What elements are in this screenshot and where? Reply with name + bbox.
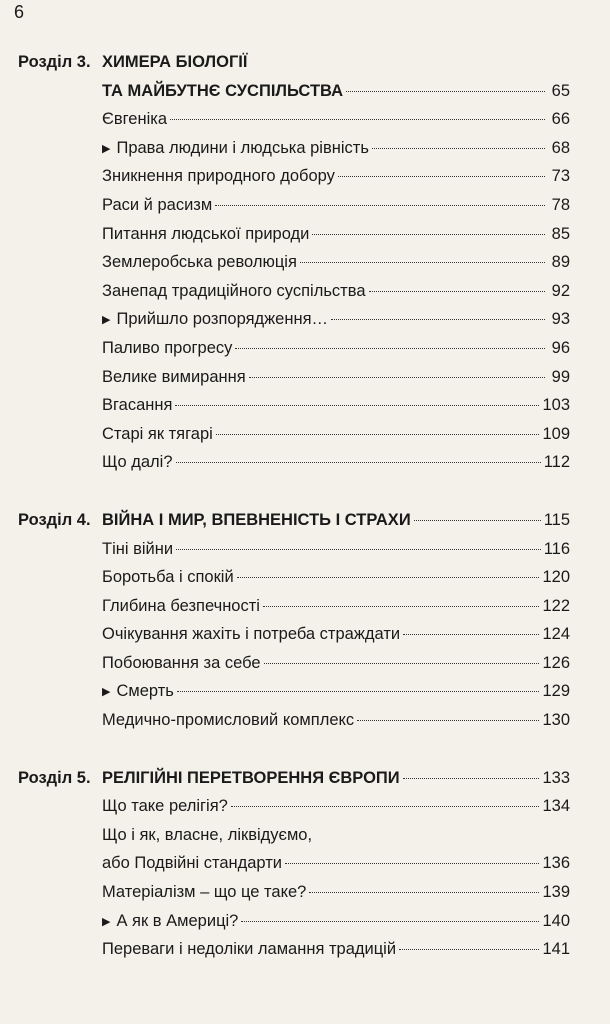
toc-entry[interactable] <box>18 105 570 134</box>
entry-page-number: 109 <box>542 424 570 443</box>
entry-page-number: 78 <box>551 195 570 214</box>
toc-entry[interactable] <box>18 706 570 735</box>
toc-entry[interactable] <box>18 220 570 249</box>
entry-page-number: 139 <box>542 883 570 902</box>
chapter-title: ВІЙНА І МИР, ВПЕВНЕНІСТЬ І СТРАХИ <box>102 510 411 529</box>
entry-title: Боротьба і спокій <box>102 568 234 587</box>
dot-leader <box>285 863 539 864</box>
dot-leader <box>176 462 541 463</box>
dot-leader <box>235 348 545 349</box>
chapter-number: Розділ 5. <box>18 768 91 787</box>
entry-title: Вгасання <box>102 396 173 415</box>
toc-entry[interactable] <box>18 334 570 363</box>
triangle-marker-icon: ▶ <box>102 314 111 327</box>
dot-leader <box>346 91 545 92</box>
toc-entry[interactable] <box>18 649 570 678</box>
toc-entry[interactable] <box>18 391 570 420</box>
entry-page-number: 122 <box>542 596 570 615</box>
toc-entry[interactable] <box>18 792 570 821</box>
dot-leader <box>331 319 545 320</box>
chapter-page-number: 115 <box>543 510 570 529</box>
entry-page-number: 112 <box>543 453 570 472</box>
toc-entry[interactable] <box>18 849 570 878</box>
entry-page-number: 116 <box>543 539 570 558</box>
chapter-heading-row <box>18 77 570 106</box>
chapter-heading-row <box>18 764 570 793</box>
dot-leader <box>176 549 541 550</box>
entry-page-number: 85 <box>551 224 570 243</box>
entry-page-number: 140 <box>542 911 570 930</box>
entry-page-number: 103 <box>542 396 570 415</box>
toc-entry[interactable] <box>18 134 570 163</box>
chapter-page-number: 133 <box>542 768 570 787</box>
entry-page-number: 73 <box>551 167 570 186</box>
chapter-heading-row <box>18 506 570 535</box>
toc-entry[interactable] <box>18 563 570 592</box>
dot-leader <box>403 634 539 635</box>
entry-title: Що і як, власне, ліквідуємо, <box>102 825 313 844</box>
toc-section <box>18 506 570 735</box>
toc-entry[interactable] <box>18 821 570 850</box>
toc-section <box>18 48 570 477</box>
chapter-page-number: 65 <box>551 81 570 100</box>
entry-page-number: 99 <box>551 367 570 386</box>
dot-leader <box>338 176 545 177</box>
toc-entry[interactable] <box>18 535 570 564</box>
entry-title: А як в Америці? <box>116 911 239 930</box>
chapter-title: ХИМЕРА БІОЛОГІЇ <box>102 53 248 71</box>
dot-leader <box>309 892 539 893</box>
entry-page-number: 66 <box>551 110 570 129</box>
toc-entry[interactable] <box>18 907 570 936</box>
dot-leader <box>264 663 540 664</box>
entry-page-number: 93 <box>551 310 570 329</box>
dot-leader <box>403 778 540 779</box>
dot-leader <box>216 434 540 435</box>
dot-leader <box>414 520 541 521</box>
entry-title: Медично-промисловий комплекс <box>102 711 355 730</box>
toc-entry[interactable] <box>18 620 570 649</box>
toc-entry[interactable] <box>18 191 570 220</box>
entry-page-number: 136 <box>542 854 570 873</box>
entry-page-number: 92 <box>551 281 570 300</box>
toc-entry[interactable] <box>18 248 570 277</box>
toc-entry[interactable] <box>18 592 570 621</box>
chapter-title: РЕЛІГІЙНІ ПЕРЕТВОРЕННЯ ЄВРОПИ <box>102 768 400 787</box>
entry-page-number: 124 <box>542 625 570 644</box>
entry-page-number: 120 <box>542 568 570 587</box>
entry-title: Питання людської природи <box>102 224 310 243</box>
toc-section <box>18 764 570 964</box>
dot-leader <box>241 921 539 922</box>
dot-leader <box>177 691 540 692</box>
entry-title: Смерть <box>116 682 174 701</box>
entry-title: Що далі? <box>102 453 173 472</box>
chapter-heading-row <box>18 48 570 77</box>
entry-title: Переваги і недоліки ламання традицій <box>102 940 397 959</box>
dot-leader <box>372 148 545 149</box>
toc-entry[interactable] <box>18 420 570 449</box>
entry-title: Старі як тягарі <box>102 424 213 443</box>
entry-page-number: 134 <box>542 797 570 816</box>
toc-entry[interactable] <box>18 448 570 477</box>
toc-entry[interactable] <box>18 162 570 191</box>
chapter-number: Розділ 3. <box>18 53 91 71</box>
toc-entry[interactable] <box>18 677 570 706</box>
triangle-marker-icon: ▶ <box>102 142 111 155</box>
entry-title: Прийшло розпорядження… <box>116 310 329 329</box>
toc-entry[interactable] <box>18 363 570 392</box>
toc-entry[interactable] <box>18 305 570 334</box>
entry-page-number: 89 <box>551 253 570 272</box>
dot-leader <box>231 806 540 807</box>
entry-title: Зникнення природного добору <box>102 167 335 186</box>
entry-title: Євгеніка <box>102 110 167 129</box>
dot-leader <box>357 720 539 721</box>
entry-title: Матеріалізм – що це таке? <box>102 883 307 902</box>
dot-leader <box>263 606 540 607</box>
dot-leader <box>300 262 545 263</box>
dot-leader <box>369 291 545 292</box>
dot-leader <box>312 234 545 235</box>
entry-page-number: 130 <box>542 711 570 730</box>
entry-title: Побоювання за себе <box>102 653 261 672</box>
toc-entry[interactable] <box>18 935 570 964</box>
triangle-marker-icon: ▶ <box>102 686 111 699</box>
table-of-contents <box>18 48 570 993</box>
entry-title: Раси й расизм <box>102 195 213 214</box>
entry-title: Права людини і людська рівність <box>116 138 369 157</box>
chapter-title: ТА МАЙБУТНЄ СУСПІЛЬСТВА <box>102 81 344 100</box>
toc-entry[interactable] <box>18 878 570 907</box>
dot-leader <box>175 405 539 406</box>
entry-page-number: 96 <box>551 338 570 357</box>
entry-title: Землеробська революція <box>102 253 297 272</box>
dot-leader <box>237 577 540 578</box>
toc-entry[interactable] <box>18 277 570 306</box>
dot-leader <box>170 119 545 120</box>
dot-leader <box>249 377 545 378</box>
entry-title: Глибина безпечності <box>102 596 260 615</box>
page-number: 6 <box>14 2 25 22</box>
dot-leader <box>399 949 539 950</box>
entry-title: Велике вимирання <box>102 367 246 386</box>
entry-title: Тіні війни <box>102 539 174 558</box>
entry-page-number: 141 <box>542 940 570 959</box>
entry-title: або Подвійні стандарти <box>102 854 283 873</box>
entry-page-number: 126 <box>542 653 570 672</box>
entry-title: Занепад традиційного суспільства <box>102 281 366 300</box>
entry-title: Паливо прогресу <box>102 338 233 357</box>
entry-page-number: 68 <box>551 138 570 157</box>
dot-leader <box>215 205 545 206</box>
entry-page-number: 129 <box>542 682 570 701</box>
triangle-marker-icon: ▶ <box>102 915 111 928</box>
entry-title: Що таке релігія? <box>102 797 228 816</box>
chapter-number: Розділ 4. <box>18 510 91 529</box>
entry-title: Очікування жахіть і потреба страждати <box>102 625 401 644</box>
